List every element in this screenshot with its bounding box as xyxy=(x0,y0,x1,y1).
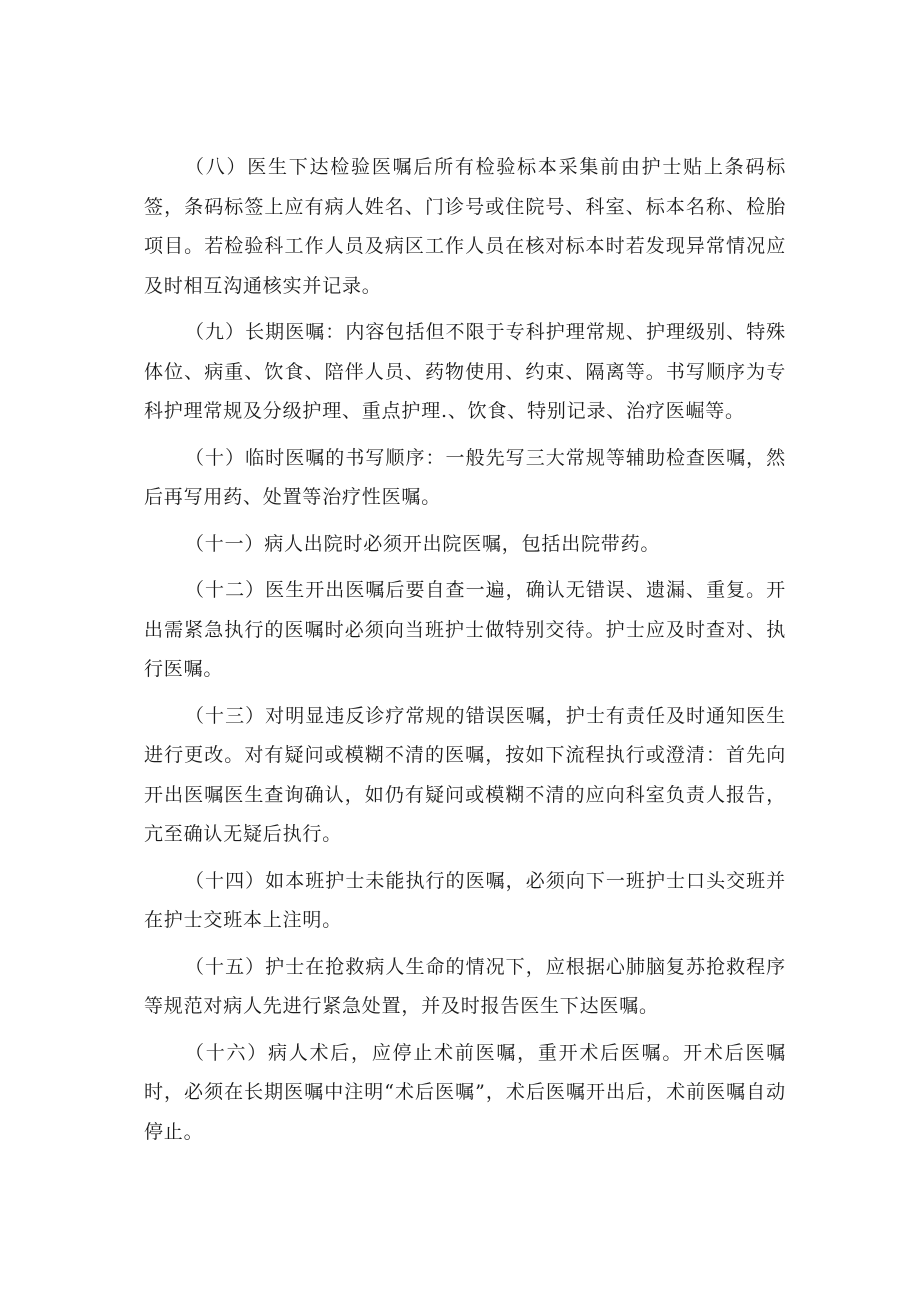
paragraph-12: （十二）医生开出医嘱后要自查一遍，确认无错误、遗漏、重复。开出需紧急执行的医嘱时必须向当班护士做特别交待。护士应及时查对、执行医嘱。 xyxy=(144,579,786,680)
paragraph-14: （十四）如本班护士未能执行的医嘱，必须向下一班护士口头交班并在护士交班本上注明。 xyxy=(144,869,786,931)
paragraph-16: （十六）病人术后，应停止术前医嘱，重开术后医嘱。开术后医嘱时，必须在长期医嘱中注明“术后医嘱”，术后医嘱开出后，术前医嘱自动停止。 xyxy=(144,1041,786,1143)
paragraph-15: （十五）护士在抢救病人生命的情况下，应根据心肺脑复苏抢救程序等规范对病人先进行紧急处置，并及时报告医生下达医嘱。 xyxy=(144,955,786,1017)
document-body xyxy=(144,148,786,1159)
paragraph-10: （十）临时医嘱的书写顺序：一般先写三大常规等辅助检查医嘱，然后再写用药、处置等治疗性医嘱。 xyxy=(144,446,786,508)
paragraph-13: （十三）对明显违反诊疗常规的错误医嘱，护士有责任及时通知医生进行更改。对有疑问或模糊不清的医嘱，按如下流程执行或澄清：首先向开出医嘱医生查询确认，如仍有疑问或模糊不清的应向科室负责人报告，亢至确认无疑后执行。 xyxy=(144,704,786,845)
paragraph-11: （十一）病人出院时必须开出院医嘱，包括出院带药。 xyxy=(185,532,661,555)
paragraph-8: （八）医生下达检验医嘱后所有检验标本采集前由护士贴上条码标签，条码标签上应有病人姓名、门诊号或住院号、科室、标本名称、检胎项目。若检验科工作人员及病区工作人员在核对标本时若发现异常情况应及时相互沟通核实并记录。 xyxy=(144,156,786,297)
paragraph-9: （九）长期医嘱：内容包括但不限于专科护理常规、护理级别、特殊体位、病重、饮食、陪伴人员、药物使用、约束、隔离等。书写顺序为专科护理常规及分级护理、重点护理.、饮食、特别记录、治疗医崛等。 xyxy=(144,321,786,422)
